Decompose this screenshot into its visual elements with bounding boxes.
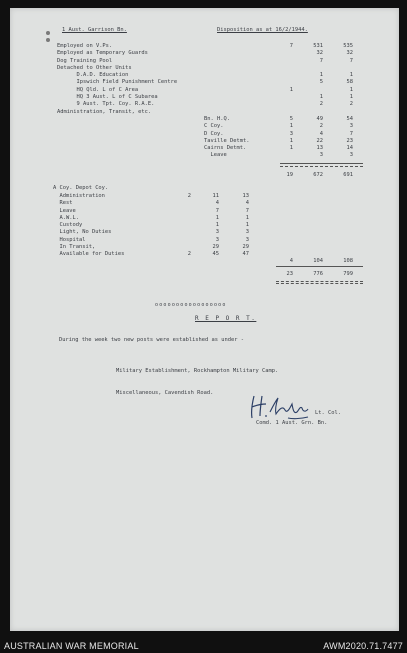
unit-heading: 1 Aust. Garrison Bn.: [62, 27, 127, 33]
depot-row-value: 29: [212, 244, 219, 251]
disposition-row-value: [279, 101, 293, 108]
disposition-row-value: 1: [349, 94, 353, 101]
punch-hole: [46, 31, 50, 35]
depot-row-value: 29: [242, 244, 249, 251]
disposition-row-value: [279, 72, 293, 79]
depot-total-value: 104: [313, 258, 323, 264]
disposition-row-value: 2: [319, 101, 323, 108]
grand-total-value: 23: [286, 271, 293, 277]
disposition-row-value: [279, 109, 293, 116]
depot-heading: A Coy. Depot Coy.: [53, 185, 109, 191]
admin-row-label: C Coy.: [204, 123, 224, 130]
admin-row-value: 22: [316, 137, 323, 144]
depot-table: [53, 193, 249, 259]
appointment: Comd. 1 Aust. Grn. Bn.: [256, 420, 328, 426]
archive-reference: AWM2020.71.7477: [323, 641, 403, 651]
subtotal-value: 19: [286, 172, 293, 178]
admin-row-value: 4: [319, 130, 323, 137]
disposition-row-label: Ipswich Field Punishment Centre: [57, 79, 178, 86]
disposition-row-value: [293, 65, 323, 72]
grand-total-value: 799: [343, 271, 353, 277]
disposition-row-label: Employed as Temporary Guards: [57, 50, 148, 57]
total-double-rule: [276, 281, 363, 282]
disposition-row-value: 531: [313, 43, 323, 49]
depot-row-value: [145, 215, 191, 222]
admin-row: [57, 123, 353, 130]
depot-total-value: 4: [289, 258, 293, 264]
depot-row-value: 13: [242, 193, 249, 199]
depot-row-label: Light, No Duties: [53, 229, 112, 236]
admin-row-value: 5: [289, 116, 293, 122]
subtotal-value: 691: [343, 172, 353, 178]
report-text: During the week two new posts were established as under -: [59, 337, 244, 343]
grand-total-row: [279, 271, 353, 278]
disposition-row-label: Dog Training Pool: [57, 57, 113, 64]
depot-row-value: 4: [215, 200, 219, 207]
admin-row-value: 23: [346, 137, 353, 144]
depot-row: [53, 251, 249, 258]
admin-row-value: 1: [289, 137, 293, 144]
disposition-row-value: 535: [343, 43, 353, 49]
disposition-row-value: [323, 65, 353, 72]
disposition-row-value: 1: [289, 86, 293, 93]
admin-row-value: 3: [319, 152, 323, 159]
depot-row-label: In Transit,: [53, 244, 96, 251]
disposition-row-label: 9 Aust. Tpt. Coy. R.A.E.: [57, 101, 155, 108]
depot-row: [53, 229, 249, 236]
disposition-row-value: 7: [289, 43, 293, 49]
rank: Lt. Col.: [315, 410, 341, 416]
disposition-row: [57, 87, 353, 94]
total-double-rule: [276, 283, 363, 284]
depot-row-value: 47: [242, 251, 249, 258]
admin-row: [57, 152, 353, 159]
depot-row-value: 4: [245, 200, 249, 207]
depot-row-value: [145, 244, 191, 251]
disposition-row-value: 7: [319, 57, 323, 64]
disposition-row: [57, 79, 353, 86]
disposition-row-value: 2: [349, 101, 353, 108]
disposition-row: [57, 109, 353, 116]
disposition-row: [57, 50, 353, 57]
depot-row-value: 3: [215, 236, 219, 243]
depot-row-value: 1: [215, 222, 219, 229]
document-page: [10, 8, 399, 631]
admin-row-value: 14: [346, 145, 353, 152]
disposition-row: [57, 72, 353, 79]
disposition-row-value: [279, 50, 293, 57]
admin-row-value: 3: [289, 130, 293, 137]
depot-row-value: 1: [245, 222, 249, 229]
report-line: Military Establishment, Rockhampton Military Camp.: [116, 368, 279, 375]
disposition-row-label: HQ Qld. L of C Area: [57, 86, 139, 93]
depot-row-label: Custody: [53, 222, 83, 229]
disposition-row-label: Employed on V.Ps.: [57, 43, 113, 49]
depot-row: [53, 208, 249, 215]
admin-row-value: 3: [349, 123, 353, 130]
total-rule: [276, 266, 363, 267]
archive-footer: [0, 639, 407, 653]
disposition-row-value: 1: [349, 86, 353, 93]
disposition-row: [57, 94, 353, 101]
depot-row-value: 1: [215, 214, 219, 221]
depot-row-label: Leave: [53, 207, 76, 214]
depot-row-label: Hospital: [53, 236, 86, 243]
depot-row-value: [145, 237, 191, 244]
disposition-row: [57, 101, 353, 108]
depot-row: [53, 244, 249, 251]
disposition-date: Disposition as at 16/2/1944.: [217, 27, 308, 33]
admin-row-value: 49: [316, 116, 323, 122]
depot-row-value: 7: [245, 207, 249, 214]
admin-row-value: 1: [289, 145, 293, 152]
subtotal-row: [279, 172, 353, 179]
depot-row-label: Available for Duties: [53, 251, 125, 258]
depot-row-label: Rest: [53, 200, 73, 207]
disposition-row: [57, 65, 353, 72]
admin-row: [57, 131, 353, 138]
admin-row-value: 1: [289, 123, 293, 130]
depot-row-value: [145, 222, 191, 229]
depot-row-value: 11: [212, 193, 219, 199]
disposition-row-label: Detached to Other Units: [57, 64, 132, 71]
admin-row: [57, 145, 353, 152]
admin-row-label: D Coy.: [204, 130, 224, 137]
report-heading: R E P O R T.: [195, 315, 257, 322]
disposition-row-value: 7: [349, 57, 353, 64]
depot-row-label: A.W.L.: [53, 214, 79, 221]
admin-row-label: Cairns Detmt.: [204, 145, 247, 152]
disposition-row-label: Administration, Transit, etc.: [57, 108, 152, 115]
depot-row-value: 2: [187, 193, 191, 199]
admin-row-value: 13: [316, 145, 323, 152]
disposition-table: [57, 43, 353, 116]
disposition-row-value: [279, 79, 293, 86]
disposition-row-value: 1: [319, 94, 323, 101]
punch-hole: [46, 38, 50, 42]
disposition-row-value: 1: [319, 72, 323, 79]
depot-row-label: Administration: [53, 193, 105, 199]
depot-row-value: [145, 229, 191, 236]
admin-row-label: Leave: [204, 152, 227, 159]
disposition-row-value: [279, 94, 293, 101]
disposition-row-value: [293, 87, 323, 94]
admin-row-value: 7: [349, 130, 353, 137]
subtotal-rule: [280, 163, 363, 164]
depot-row-value: 7: [215, 207, 219, 214]
disposition-row-label: D.A.D. Education: [57, 72, 129, 79]
depot-row-value: 45: [212, 251, 219, 258]
depot-row-value: 3: [245, 236, 249, 243]
depot-row-value: 1: [245, 214, 249, 221]
depot-row: [53, 200, 249, 207]
depot-total-row: [279, 258, 353, 265]
admin-row: [57, 138, 353, 145]
depot-row-value: 3: [215, 229, 219, 236]
disposition-row-value: [293, 109, 323, 116]
depot-row: [53, 215, 249, 222]
depot-row-value: [145, 200, 191, 207]
admin-row-value: [279, 152, 293, 159]
depot-row-value: 2: [187, 251, 191, 258]
administration-table: [57, 116, 353, 160]
depot-total-value: 108: [343, 258, 353, 264]
disposition-row-value: 32: [316, 50, 323, 57]
report-line: Miscellaneous, Cavendish Road.: [116, 390, 214, 397]
grand-total-value: 776: [313, 271, 323, 277]
disposition-row: [57, 43, 353, 50]
disposition-row-value: 32: [346, 50, 353, 57]
depot-row: [53, 222, 249, 229]
section-divider: ooooooooooooooooo: [155, 302, 227, 308]
disposition-row-label: HQ 3 Aust. L of C Subarea: [57, 94, 158, 101]
admin-row-value: 54: [346, 116, 353, 122]
disposition-row-value: 1: [349, 72, 353, 79]
archive-name: AUSTRALIAN WAR MEMORIAL: [4, 641, 139, 651]
depot-row: [53, 193, 249, 200]
disposition-row-value: 58: [346, 79, 353, 86]
admin-row-label: Taville Detmt.: [204, 137, 250, 144]
disposition-row-value: [279, 58, 293, 65]
admin-row-value: 2: [319, 123, 323, 130]
disposition-row-value: [279, 65, 293, 72]
depot-row-value: 3: [245, 229, 249, 236]
disposition-row-value: 5: [319, 79, 323, 86]
subtotal-rule: [280, 166, 363, 167]
admin-row: [57, 116, 353, 123]
admin-row-label: Bn. H.Q.: [204, 116, 230, 122]
disposition-row-value: [323, 109, 353, 116]
disposition-row: [57, 58, 353, 65]
depot-row: [53, 237, 249, 244]
admin-row-value: 3: [349, 152, 353, 159]
subtotal-value: 672: [313, 172, 323, 178]
depot-row-value: [145, 208, 191, 215]
